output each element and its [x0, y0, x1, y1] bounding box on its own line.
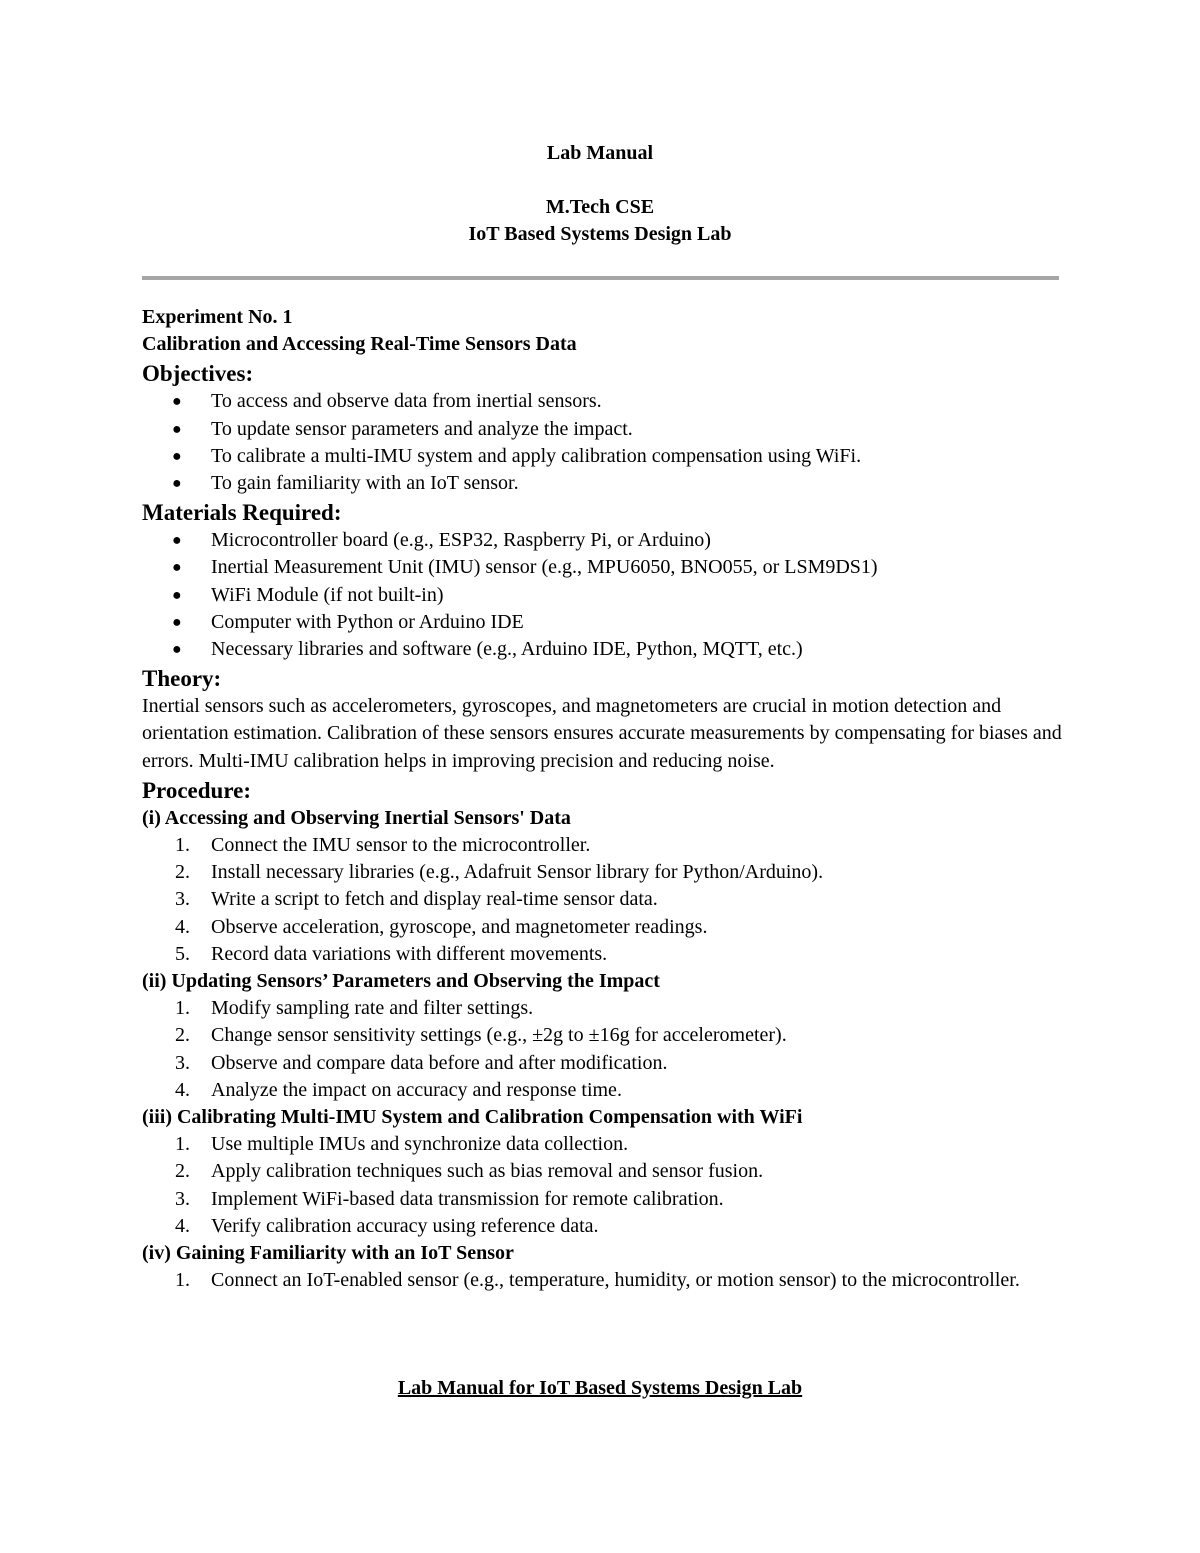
list-item: 2. Apply calibration techniques such as bias removal and sensor fusion. — [175, 1160, 764, 1183]
objectives-heading: Objectives: — [142, 361, 254, 387]
theory-heading: Theory: — [142, 666, 222, 692]
procedure-section-title: (iii) Calibrating Multi-IMU System and Calibration Compensation with WiFi — [142, 1106, 803, 1129]
list-item: 3. Observe and compare data before and after modification. — [175, 1051, 668, 1074]
list-item: ● To calibrate a multi-IMU system and apply calibration compensation using WiFi. — [142, 443, 1072, 470]
list-item: 3. Implement WiFi-based data transmission for remote calibration. — [175, 1187, 724, 1210]
list-item: 1. Connect an IoT-enabled sensor (e.g., temperature, humidity, or motion sensor) to the microcontroller. — [175, 1269, 1020, 1292]
list-item: 4. Verify calibration accuracy using reference data. — [175, 1214, 599, 1237]
list-item: 1. Use multiple IMUs and synchronize data collection. — [175, 1133, 629, 1156]
procedure-section-title: (ii) Updating Sensors’ Parameters and Observing the Impact — [142, 970, 660, 993]
materials-list — [142, 527, 1072, 663]
list-item: ● WiFi Module (if not built-in) — [142, 582, 1072, 609]
bullet-icon: ● — [172, 447, 182, 465]
list-item: ● To access and observe data from inertial sensors. — [142, 388, 1072, 415]
theory-paragraph: Inertial sensors such as accelerometers, gyroscopes, and magnetometers are crucial in motion detection and orientation estimation. Calibration of these sensors ensures accurate measurements by compensating for biases and errors. Multi-IMU calibration helps in improving precision and reducing noise. — [142, 695, 1062, 772]
bullet-icon: ● — [172, 475, 182, 493]
bullet-icon: ● — [172, 393, 182, 411]
procedure-steps — [142, 832, 1072, 968]
materials-heading: Materials Required: — [142, 500, 342, 526]
divider — [142, 276, 1059, 280]
experiment-title: Calibration and Accessing Real-Time Sensors Data — [142, 333, 577, 356]
list-item: 1. Modify sampling rate and filter settings. — [175, 997, 534, 1020]
list-item: 3. Write a script to fetch and display real-time sensor data. — [175, 888, 658, 911]
objectives-list — [142, 388, 1072, 497]
list-item: 2. Change sensor sensitivity settings (e.g., ±2g to ±16g for accelerometer). — [175, 1024, 787, 1047]
bullet-icon: ● — [172, 613, 182, 631]
list-item: 1. Connect the IMU sensor to the microcontroller. — [175, 834, 591, 857]
list-item: ● Computer with Python or Arduino IDE — [142, 609, 1072, 636]
list-item: ● To gain familiarity with an IoT sensor. — [142, 470, 1072, 497]
bullet-icon: ● — [172, 532, 182, 550]
lab-name: IoT Based Systems Design Lab — [468, 223, 732, 245]
list-item: 5. Record data variations with different movements. — [175, 942, 608, 965]
procedure-steps — [142, 1131, 1072, 1240]
procedure-section-title: (iv) Gaining Familiarity with an IoT Sensor — [142, 1242, 514, 1265]
bullet-icon: ● — [172, 420, 182, 438]
doc-title: Lab Manual — [546, 142, 654, 164]
bullet-icon: ● — [172, 559, 182, 577]
program-name: M.Tech CSE — [545, 196, 655, 218]
bullet-icon: ● — [172, 641, 182, 659]
list-item: ● To update sensor parameters and analyze the impact. — [142, 416, 1072, 443]
procedure-heading: Procedure: — [142, 777, 252, 803]
list-item: 4. Observe acceleration, gyroscope, and magnetometer readings. — [175, 915, 708, 938]
experiment-number: Experiment No. 1 — [142, 306, 293, 328]
list-item: ● Necessary libraries and software (e.g., Arduino IDE, Python, MQTT, etc.) — [142, 636, 1072, 663]
list-item: ● Inertial Measurement Unit (IMU) sensor (e.g., MPU6050, BNO055, or LSM9DS1) — [142, 554, 1072, 581]
list-item: ● Microcontroller board (e.g., ESP32, Raspberry Pi, or Arduino) — [142, 527, 1072, 554]
bullet-icon: ● — [172, 586, 182, 604]
footer-title: Lab Manual for IoT Based Systems Design Lab — [397, 1377, 803, 1399]
main-content — [142, 304, 1072, 1295]
list-item: 2. Install necessary libraries (e.g., Adafruit Sensor library for Python/Arduino). — [175, 861, 824, 884]
procedure-steps — [142, 1267, 1072, 1294]
procedure-section-title: (i) Accessing and Observing Inertial Sensors' Data — [142, 806, 571, 829]
list-item: 4. Analyze the impact on accuracy and response time. — [175, 1078, 622, 1101]
procedure-steps — [142, 995, 1072, 1104]
